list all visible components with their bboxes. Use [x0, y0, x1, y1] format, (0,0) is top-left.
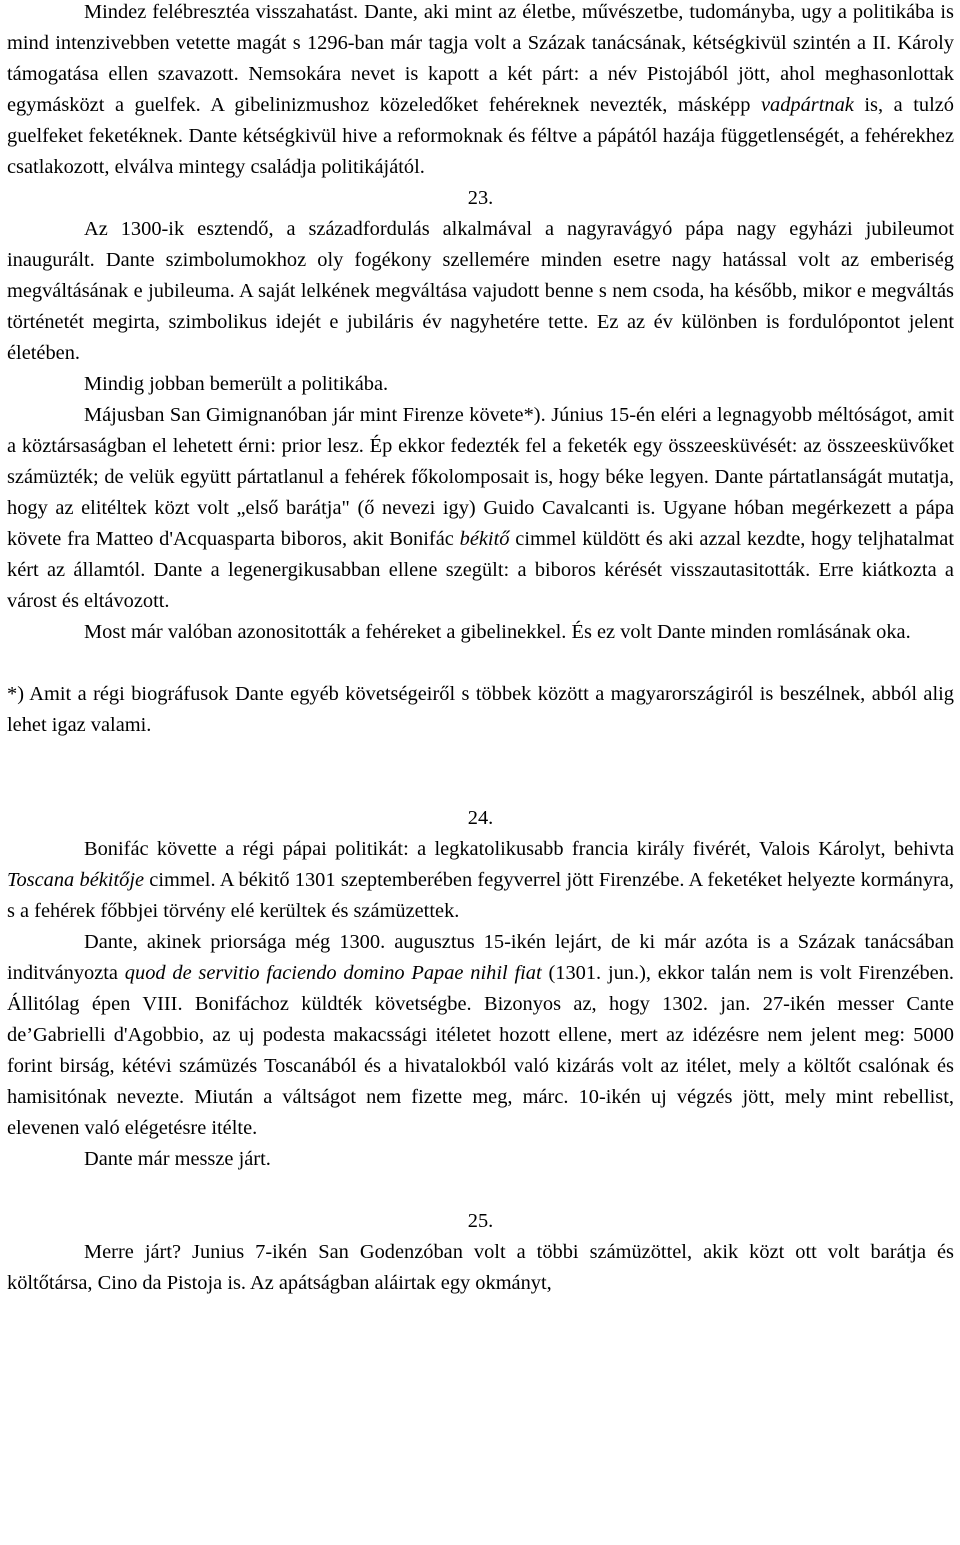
paragraph-4-text-cont: cimmel küldött és aki azzal kezdte, hogy teljhatalmat kért az államtól. Dante a legenergikusabban ellene szegült: a biboros kérését visszautasitották. Erre kiátkozta a várost és eltávozott. — [7, 528, 955, 612]
paragraph-2: Az 1300-ik esztendő, a századfordulás alkalmával a nagyravágyó pápa nagy egyházi jubileumot inaugurált. Dante szimbolumokhoz oly fogékony szellemére minden esetre nagy hatással volt az emberiség megváltásának e jubileuma. A saját lelkének megváltása vajudott benne s nem csoda, ha később, mikor e megváltás történetét megirta, szimbolikus idejét e jubiláris év nagyhetére tette. Ez az év különben is fordulópontot jelent életében. — [7, 218, 954, 364]
blank-lines — [7, 741, 954, 803]
paragraph-4 — [7, 400, 954, 617]
paragraph-7-text-cont: (1301. jun.), ekkor talán nem is volt Firenzében. Állitólag épen VIII. Bonifáchoz küldték követségbe. Bizonyos az, hogy 1302. jan. 27-ikén messer Cante de’Gabrielli d'Agobbio, az uj podesta makacssági itéletet hozott ellene, mert az idézésre nem jelent meg: 5000 forint birság, kétévi számüzés Toscanából és a hivatalokból való kizárás volt az itélet, mely a költőt csalónak és hamisitónak nevezte. Miután a váltságot nem fizette meg, márc. 10-ikén uj végzés jött, mely mint rebellist, elevenen való elégetésre itélte. — [7, 962, 954, 1139]
section-heading-23: 23. — [467, 187, 494, 209]
paragraph-6-text: Bonifác követte a régi pápai politikát: a legkatolikusabb francia király fivérét, Valois Károlyt, behivta — [84, 838, 954, 860]
paragraph-1-text: Mindez felébresztéa visszahatást. Dante, aki mint az életbe, művészetbe, tudományba, ugy a politikába is mind intenzivebben vetette magát s 1296-ban már tagja volt a Százak tanácsának, kétségkivül szintén a II. Károly támogatása ellen szavazott. Nemsokára nevet is kapott a két párt: a név Pistojából jött, ahol meghasonlottak egymásközt a guelfek. A gibelinizmushoz közeledőket fehéreknek nevezték, másképp — [7, 1, 954, 116]
paragraph-8: Dante már messze járt. — [84, 1148, 271, 1170]
paragraph-6 — [7, 834, 954, 927]
paragraph-6-text-cont: cimmel. A békitő 1301 szeptemberében fegyverrel jött Firenzébe. A feketéket helyezte kormányra, s a fehérek főbbjei törvény elé kerültek és számüzettek. — [7, 869, 954, 922]
blank-line — [7, 648, 954, 679]
paragraph-1 — [7, 0, 954, 183]
paragraph-4-text: Májusban San Gimignanóban jár mint Firenze követe*). Június 15-én eléri a legnagyobb méltóságot, amit a köztársaságban el lehetett érni: prior lesz. Ép ekkor fedezték fel a feketék egy összeesküvését: az összeesküvőket számüzték; de velük együtt pártatlanul a fehérek főkolomposait is, hogy béke legyen. Dante pártatlanságát mutatja, hogy az elitéltek közt volt „első barátja" (ő nevezi igy) Guido Cavalcanti is. Ugyane hóban megérkezett a pápa követe fra Matteo d'Acquasparta biboros, akit Bonifác — [7, 404, 954, 550]
blank-line-2 — [7, 1175, 954, 1206]
section-heading-24: 24. — [467, 807, 494, 829]
paragraph-6-emphasis: Toscana békitője — [7, 869, 145, 891]
paragraph-3: Mindig jobban bemerült a politikába. — [84, 373, 389, 395]
paragraph-7-text: Dante, akinek priorsága még 1300. augusztus 15-ikén lejárt, de ki már azóta is a Százak tanácsában inditványozta — [7, 931, 954, 984]
text-body — [7, 0, 954, 1299]
paragraph-4-emphasis: békitő — [459, 528, 510, 550]
paragraph-1-emphasis: vadpártnak — [760, 94, 854, 116]
section-heading-25: 25. — [467, 1210, 494, 1232]
paragraph-7 — [7, 927, 954, 1144]
paragraph-7-emphasis: quod de servitio faciendo domino Papae nihil fiat — [124, 962, 542, 984]
paragraph-1-text-cont: is, a tulzó guelfeket feketéknek. Dante kétségkivül hive a reformoknak és féltve a pápától hazája függetlenségét, a fehérekhez csatlakozott, elválva mintegy családja politikájától. — [7, 94, 954, 178]
paragraph-5: Most már valóban azonositották a fehéreket a gibelinekkel. És ez volt Dante minden romlásának oka. — [84, 621, 911, 643]
paragraph-9: Merre járt? Junius 7-ikén San Godenzóban volt a többi számüzöttel, akik közt ott volt barátja és költőtársa, Cino da Pistoja is. Az apátságban aláirtak egy okmányt, — [7, 1241, 954, 1294]
footnote: *) Amit a régi biográfusok Dante egyéb követségeiről s többek között a magyarországiról is beszélnek, abból alig lehet igaz valami. — [7, 683, 954, 736]
